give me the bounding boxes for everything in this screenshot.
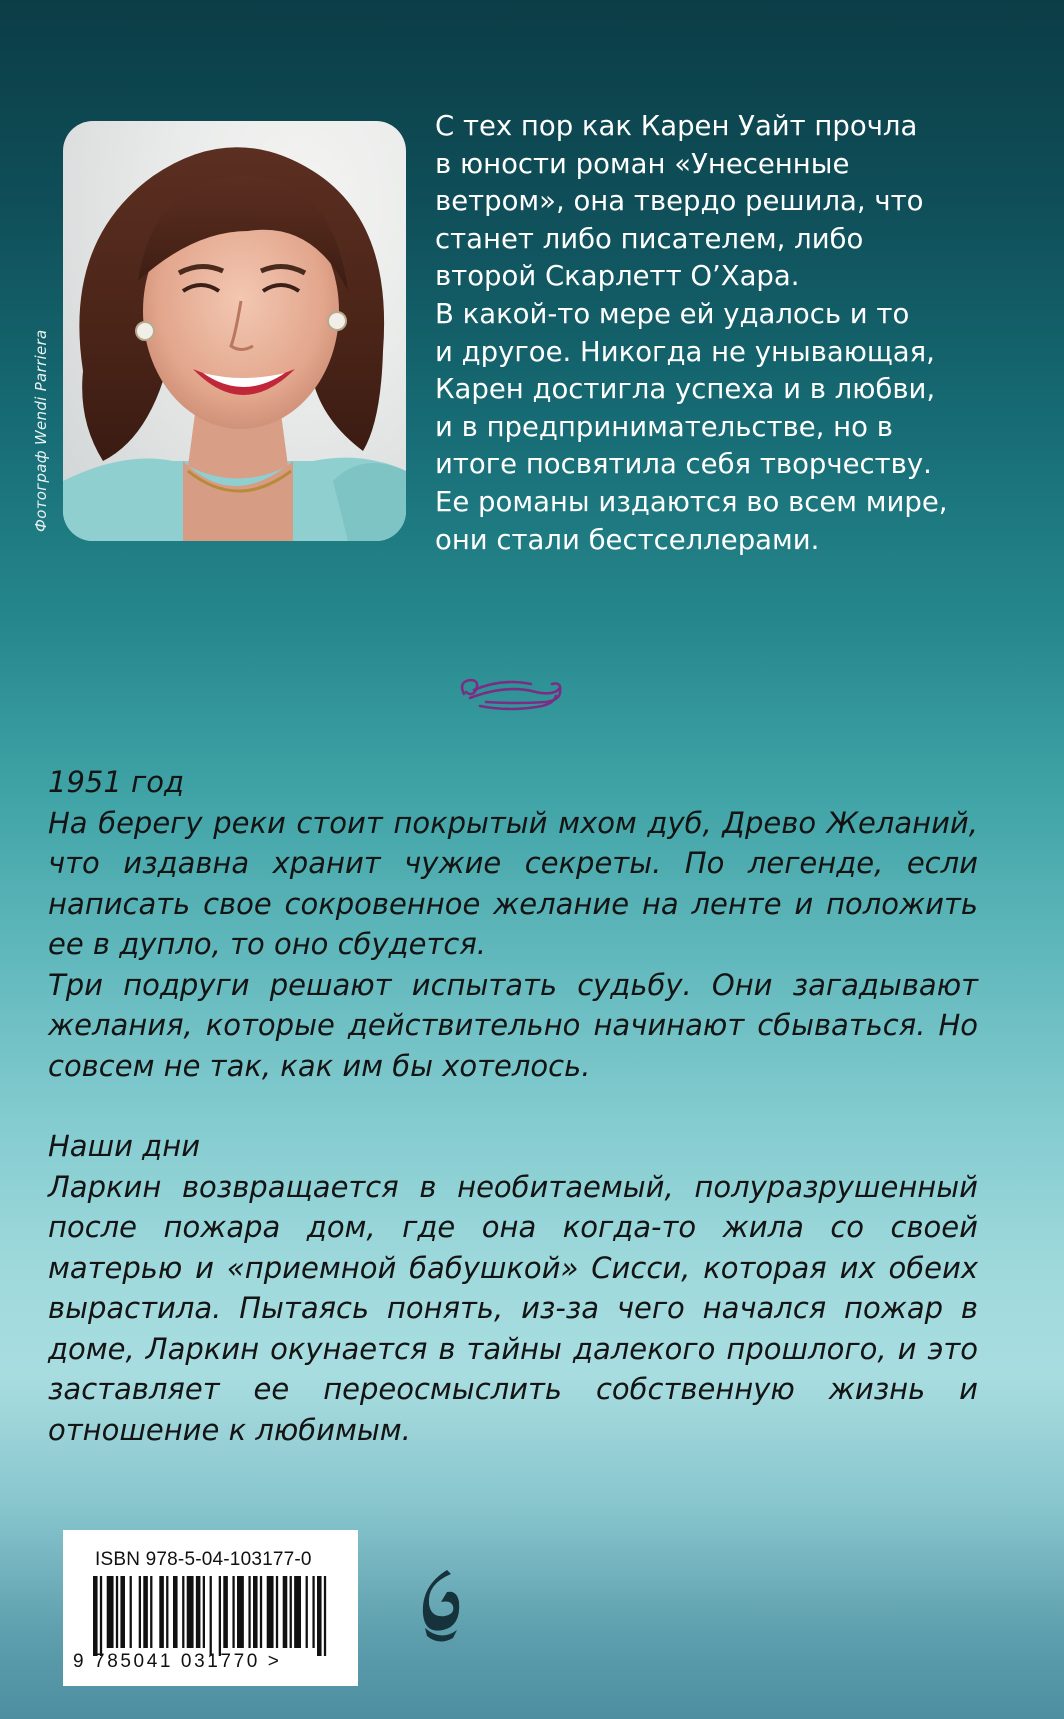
bio-line: второй Скарлетт О’Хара. — [435, 260, 800, 293]
barcode-bar — [187, 1576, 194, 1648]
publisher-e-logo-icon — [421, 1568, 461, 1642]
barcode-bar — [253, 1576, 258, 1648]
barcode-bar — [159, 1576, 164, 1648]
bio-line: они стали бестселлерами. — [435, 523, 820, 556]
synopsis-part-present — [48, 1126, 978, 1450]
barcode-bar — [130, 1576, 132, 1648]
barcode-bar — [173, 1576, 178, 1648]
bio-line: ветром», она твердо решила, что — [435, 185, 924, 218]
barcode-bar — [317, 1576, 322, 1656]
barcode-bar — [260, 1576, 262, 1648]
barcode-bar — [290, 1576, 292, 1648]
barcode-bar — [312, 1576, 314, 1648]
barcode-bar — [107, 1576, 114, 1648]
barcode-bar — [100, 1576, 102, 1656]
bio-line: итоге посвятила себя творчеству. — [435, 448, 932, 481]
barcode-bar — [166, 1576, 168, 1648]
barcode-bar — [139, 1576, 141, 1648]
bio-line: В какой-то мере ей удалось и то — [435, 297, 910, 330]
bio-line: Ее романы издаются во всем мире, — [435, 485, 948, 518]
synopsis-paragraph: На берегу реки стоит покрытый мхом дуб, Древо Желаний, что издавна хранит чужие секреты. По легенде, если написать свое сокровенное желание на ленте и положить ее в дупло, то оно сбудется. — [48, 805, 978, 961]
barcode-bar — [248, 1576, 250, 1648]
bio-line: в юности роман «Унесенные — [435, 147, 850, 180]
barcode-bar — [306, 1576, 308, 1648]
author-bio — [435, 108, 995, 559]
barcode-bar — [196, 1576, 201, 1648]
barcode-bar — [237, 1576, 244, 1648]
bio-line: станет либо писателем, либо — [435, 222, 864, 255]
barcode-bar — [219, 1576, 221, 1656]
barcode-bar — [120, 1576, 125, 1648]
synopsis-heading: Наши дни — [48, 1129, 201, 1163]
photo-credit: Фотограф Wendi Parriera — [32, 329, 50, 532]
synopsis-part-1951 — [48, 762, 978, 1086]
bio-line: С тех пор как Карен Уайт прочла — [435, 110, 918, 142]
flourish-ornament-icon — [456, 670, 566, 720]
synopsis-paragraph: Ларкин возвращается в необитаемый, полуразрушенный после пожара дом, где она когда-то жила со своей матерью и «приемной бабушкой» Сисси, которая их обеих вырастила. Пытаясь понять, из-за чего начался пожар в доме, Ларкин окунается в тайны далекого прошлого, и это заставляет ее переосмыслить собственную жизнь и отношение к любимым. — [48, 1169, 978, 1447]
barcode-bar — [210, 1576, 212, 1656]
barcode-bar — [182, 1576, 184, 1648]
barcode-bar — [93, 1576, 98, 1656]
barcode-bar — [116, 1576, 118, 1648]
bio-line: Карен достигла успеха и в любви, — [435, 373, 936, 406]
barcode-bar — [276, 1576, 278, 1648]
synopsis-paragraph: Три подруги решают испытать судьбу. Они загадывают желания, которые действительно начинают сбываться. Но совсем не так, как им бы хотелось. — [48, 967, 978, 1083]
isbn-label: ISBN 978-5-04-103177-0 — [95, 1549, 312, 1570]
barcode-icon — [93, 1576, 333, 1656]
barcode-bar — [294, 1576, 301, 1648]
author-photo — [63, 121, 406, 541]
barcode-bar — [232, 1576, 234, 1648]
barcode-bar — [283, 1576, 288, 1648]
barcode-bar — [324, 1576, 326, 1656]
barcode-bar — [150, 1576, 152, 1648]
bio-line: и в предпринимательстве, но в — [435, 410, 893, 443]
bio-line: и другое. Никогда не унывающая, — [435, 335, 935, 368]
barcode-bar — [203, 1576, 205, 1648]
barcode-bar — [267, 1576, 274, 1648]
author-portrait-illustration — [63, 121, 406, 541]
barcode-bar — [143, 1576, 148, 1648]
barcode-bar — [223, 1576, 228, 1648]
barcode-digits: 9 785041 031770 > — [73, 1651, 282, 1672]
synopsis-heading: 1951 год — [48, 765, 185, 799]
barcode-panel — [63, 1530, 358, 1686]
